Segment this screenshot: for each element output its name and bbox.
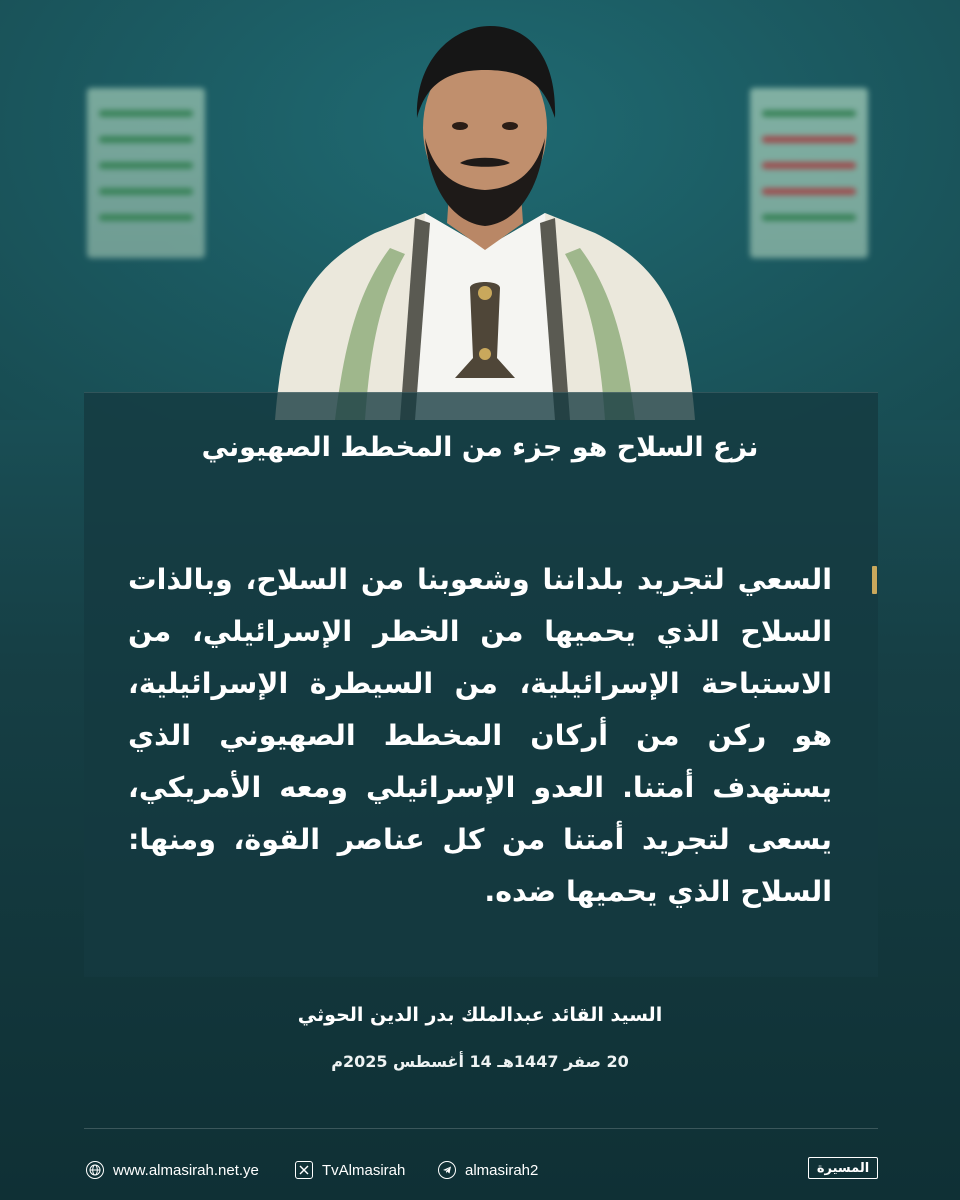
quote-date: 20 صفر 1447هـ 14 أغسطس 2025م: [331, 1052, 629, 1071]
right-banner: [750, 88, 868, 258]
footer-telegram[interactable]: [438, 1159, 538, 1181]
footer-website[interactable]: [86, 1159, 259, 1181]
website-text: www.almasirah.net.ye: [113, 1161, 259, 1179]
x-handle-text: TvAlmasirah: [322, 1161, 406, 1179]
almasirah-logo: المسيرة: [808, 1157, 878, 1179]
author-name: السيد القائد عبدالملك بدر الدين الحوثي: [297, 1004, 663, 1026]
telegram-icon: [438, 1161, 456, 1179]
speaker-portrait: [265, 18, 705, 420]
globe-icon: [86, 1161, 104, 1179]
headline: نزع السلاح هو جزء من المخطط الصهيوني: [201, 432, 759, 463]
x-logo-icon: [295, 1161, 313, 1179]
quote-text: السعي لتجريد بلداننا وشعوبنا من السلاح، وبالذات السلاح الذي يحميها من الخطر الإسرائيلي، من الاستباحة الإسرائيلية، من السيطرة الإسرائيلية، هو ركن من أركان المخطط الصهيوني الذي يستهدف أمتنا. العدو الإسرائيلي ومعه الأمريكي، يسعى لتجريد أمتنا من كل عناصر القوة، ومنها: السلاح الذي يحميها ضده.: [128, 563, 832, 908]
telegram-text: almasirah2: [465, 1161, 539, 1179]
left-banner: [87, 88, 205, 258]
accent-bar: [872, 566, 877, 594]
footer-divider: [84, 1128, 878, 1129]
background-photo: [0, 0, 960, 420]
footer-x[interactable]: [295, 1159, 405, 1181]
